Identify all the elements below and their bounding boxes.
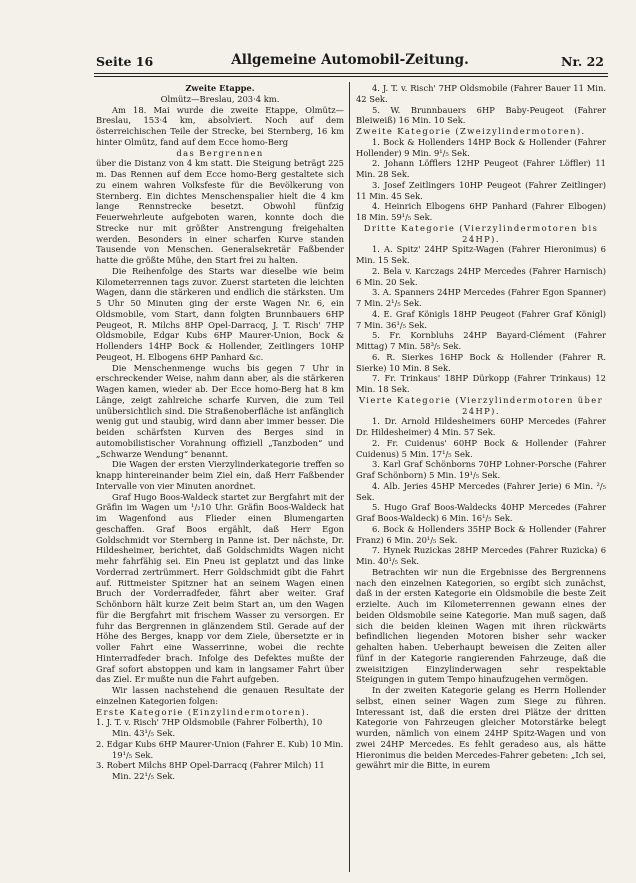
paragraph: über die Distanz von 4 km statt. Die Steigung beträgt 225 m. Das Rennen auf dem Ecce homo-Berg gestaltete sich zu einem wahren Volksfeste für die Bevölkerung von Sternberg. Ein dichtes Menschenspalier hielt die 4 km lange Rennstrecke besetzt. Obwohl fünfzig Feuerwehrleute aufgeboten waren, konnte doch die Strecke nur mit größter Anstrengung freigehalten werden. Besonders in einer scharfen Kurve standen Tausende von Menschen. Generalsekretär Faßbender hatte die größte Mühe, den Start frei zu halten. [96, 158, 344, 265]
result-item: 1. Dr. Arnold Hildesheimers 60HP Mercedes (Fahrer Dr. Hildesheimer) 4 Min. 57 Sek. [356, 416, 606, 437]
result-item: 2. Fr. Cuidenus' 60HP Bock & Hollender (Fahrer Cuidenus) 5 Min. 17¹/₅ Sek. [356, 437, 606, 459]
issue-number: Nr. 22 [561, 54, 604, 69]
result-item: 1. A. Spitz' 24HP Spitz-Wagen (Fahrer Hieronimus) 6 Min. 15 Sek. [356, 244, 606, 265]
result-item: 4. J. T. v. Risch' 7HP Oldsmobile (Fahrer Bauer 11 Min. 42 Sek. [356, 83, 606, 104]
paragraph: Betrachten wir nun die Ergebnisse des Bergrennens nach den einzelnen Kategorien, so ergibt sich zunächst, daß in der ersten Kategorie ein Oldsmobile die beste Zeit erzielte. Auch im Kilometerrennen gewann eines der beiden Oldsmobile seine Kategorie. Man muß sagen, daß sich die beiden kleinen Wagen mit ihren rückwärts befindlichen liegenden Motoren bisher sehr wacker gehalten haben. Ueberhaupt beweisen die Zeiten aller fünf in der Kategorie rangierenden Fahrzeuge, daß die zweisitzigen Einzylinderwagen sehr respektable Steigungen in gutem Tempo hinaufzugehen vermögen. [356, 566, 606, 685]
result-item: 5. Hugo Graf Boos-Waldecks 40HP Mercedes (Fahrer Graf Boos-Waldeck) 6 Min. 16¹/₅ Sek. [356, 502, 606, 523]
result-item: 6. R. Sierkes 16HP Bock & Hollender (Fahrer R. Sierke) 10 Min. 8 Sek. [356, 351, 606, 373]
result-item: 2. Edgar Kubs 6HP Maurer-Union (Fahrer E. Kub) 10 Min. 19¹/₅ Sek. [96, 738, 344, 760]
result-item: 1. J. T. v. Risch' 7HP Oldsmobile (Fahrer Folberth), 10 Min. 43¹/₅ Sek. [96, 717, 323, 738]
paragraph: Am 18. Mai wurde die zweite Etappe, Olmütz—Breslau, 153·4 km, absolviert. Noch auf dem österreichischen Teile der Strecke, bei Sternberg, 16 km hinter Olmütz, fand auf dem Ecce homo-Berg [96, 104, 344, 147]
paragraph: Die Menschenmenge wuchs bis gegen 7 Uhr in erschreckender Weise, nahm dann aber, als die stärkeren Wagen kamen, wieder ab. Der Ecce homo-Berg hat 8 km Länge, zeigt zahlreiche scharfe Kurven, die zum Teil unübersichtlich sind. Die Straßenoberfläche ist anfänglich wenig gut und staubig, wird dann aber immer besser. Die beiden schärfsten Kurven des Berges sind in automobilistischer Vorahnung offiziell „Tanzboden“ und „Schwarze Wendung“ benannt. [96, 362, 344, 459]
paragraph: Die Wagen der ersten Vierzylinderkategorie treffen so knapp hintereinander beim Ziel ein, daß Herr Faßbender Intervalle von vier Minuten anordnet. [96, 459, 344, 491]
result-item: 7. Hynek Ruzickas 28HP Mercedes (Fahrer Ruzicka) 6 Min. 40¹/₅ Sek. [356, 545, 606, 566]
result-item: 4. Alb. Jeries 45HP Mercedes (Fahrer Jerie) 6 Min. ²/₅ Sek. [356, 480, 606, 502]
result-item: 3. Josef Zeitlingers 10HP Peugeot (Fahrer Zeitlinger) 11 Min. 45 Sek. [356, 179, 606, 201]
column-divider [349, 82, 350, 872]
category-heading: Erste Kategorie (Einzylindermotoren). [96, 706, 311, 717]
result-item: 5. Fr. Kornbluhs 24HP Bayard-Clément (Fahrer Mittag) 7 Min. 58³/₅ Sek. [356, 330, 606, 351]
category-heading: Dritte Kategorie (Vierzylindermotoren bis 24HP). [363, 222, 599, 244]
header-rule-thin [94, 76, 608, 77]
result-item: 4. Heinrich Elbogens 6HP Panhard (Fahrer Elbogen) 18 Min. 59¹/₅ Sek. [356, 201, 606, 222]
result-item: 7. Fr. Trinkaus' 18HP Dürkopp (Fahrer Trinkaus) 12 Min. 18 Sek. [356, 373, 606, 394]
result-item: 1. Bock & Hollenders 14HP Bock & Hollender (Fahrer Hollender) 9 Min. 9¹/₅ Sek. [356, 136, 606, 158]
category-heading: Zweite Kategorie (Zweizylindermotoren). [356, 126, 586, 136]
left-column [96, 83, 344, 875]
result-item: 2. Bela v. Karczags 24HP Mercedes (Fahrer Harnisch) 6 Min. 20 Sek. [356, 265, 606, 287]
page-number: Seite 16 [96, 54, 154, 69]
result-item: 4. E. Graf Königls 18HP Peugeot (Fahrer Graf Königl) 7 Min. 36¹/₅ Sek. [356, 308, 606, 330]
header-rule [94, 73, 608, 74]
subsection-heading: das Bergrennen [176, 147, 264, 158]
paragraph: Wir lassen nachstehend die genauen Resultate der einzelnen Kategorien folgen: [96, 685, 344, 706]
right-column [356, 83, 606, 875]
result-item: 6. Bock & Hollenders 35HP Bock & Hollender (Fahrer Franz) 6 Min. 20¹/₅ Sek. [356, 523, 606, 545]
result-item: 3. Karl Graf Schönborns 70HP Lohner-Porsche (Fahrer Graf Schönborn) 5 Min. 19¹/₅ Sek. [356, 459, 606, 480]
paragraph: In der zweiten Kategorie gelang es Herrn Hollender selbst, einen seiner Wagen zum Siege zu führen. Interessant ist, daß die ersten drei Plätze der dritten Kategorie von Fahrzeugen gleicher Motorstärke belegt wurden, nämlich von einem 24HP Spitz-Wagen und von zwei 24HP Mercedes. Es fehlt geradeso aus, als hätte Hieronimus die beiden Mercedes-Fahrer gebeten: „Ich sei, gewährt mir die Bitte, in eurem [356, 685, 606, 771]
route-subheading: Olmütz—Breslau, 203·4 km. [160, 93, 280, 104]
result-item: 3. Robert Milchs 8HP Opel-Darracq (Fahrer Milch) 11 Min. 22¹/₅ Sek. [96, 760, 325, 781]
paragraph: Graf Hugo Boos-Waldeck startet zur Bergfahrt mit der Gräfin im Wagen um ¹/₂10 Uhr. Gräfin Boos-Waldeck hat im Wagenfond aus Flieder einen Blumengarten geschaffen. Graf Boos ergählt, daß Herr Egon Goldschmidt vor Sternberg in Panne ist. Der nächste, Dr. Hildesheimer, berichtet, daß Goldschmidts Wagen nicht mehr fahrfähig sei. Ein Pneu ist geplatzt und das linke Vorderrad zertrümmert. Herr Goldschmidt gibt die Fahrt auf. Rittmeister Spitzner hat an seinem Wagen einen Bruch der Vorderradfeder, fährt aber weiter. Graf Schönborn hält kurze Zeit beim Start an, um den Wagen für die Bergfahrt mit frischem Wasser zu versorgen. Er fuhr das Bergrennen in glänzendem Stil. Gerade auf der Höhe des Berges, knapp vor dem Ziele, übersetzte er in voller Fahrt eine Wasserrinne, wobei die rechte Hinterradfeder brach. Infolge des Defektes mußte der Graf sofort abstoppen und kam in langsamer Fahrt über das Ziel. Er mußte nun die Fahrt aufgeben. [96, 491, 344, 685]
section-heading: Zweite Etappe. [185, 83, 255, 93]
page-header [96, 50, 604, 72]
result-item: 5. W. Brunnbauers 6HP Baby-Peugeot (Fahrer Bleiweiß) 16 Min. 10 Sek. [356, 104, 606, 126]
paragraph: Die Reihenfolge des Starts war dieselbe wie beim Kilometerrennen tags zuvor. Zuerst starteten die leichten Wagen, dann die stärkeren und endlich die stärksten. Um 5 Uhr 50 Minuten ging der erste Wagen Nr. 6, ein Oldsmobile, vom Start, dann folgten Brunnbauers 6HP Peugeot, R. Milchs 8HP Opel-Darracq, J. T. Risch' 7HP Oldsmobile, Edgar Kubs 6HP Maurer-Union, Bock & Hollenders 14HP Bock & Hollender, Zeitlingers 10HP Peugeot, H. Elbogens 6HP Panhard &c. [96, 265, 344, 362]
result-item: 2. Johann Löfflers 12HP Peugeot (Fahrer Löffler) 11 Min. 28 Sek. [356, 158, 606, 179]
category-heading: Vierte Kategorie (Vierzylindermotoren über 24HP). [358, 394, 604, 416]
newspaper-title: Allgemeine Automobil-Zeitung. [231, 52, 469, 68]
result-item: 3. A. Spanners 24HP Mercedes (Fahrer Egon Spanner) 7 Min. 2¹/₅ Sek. [356, 287, 606, 308]
